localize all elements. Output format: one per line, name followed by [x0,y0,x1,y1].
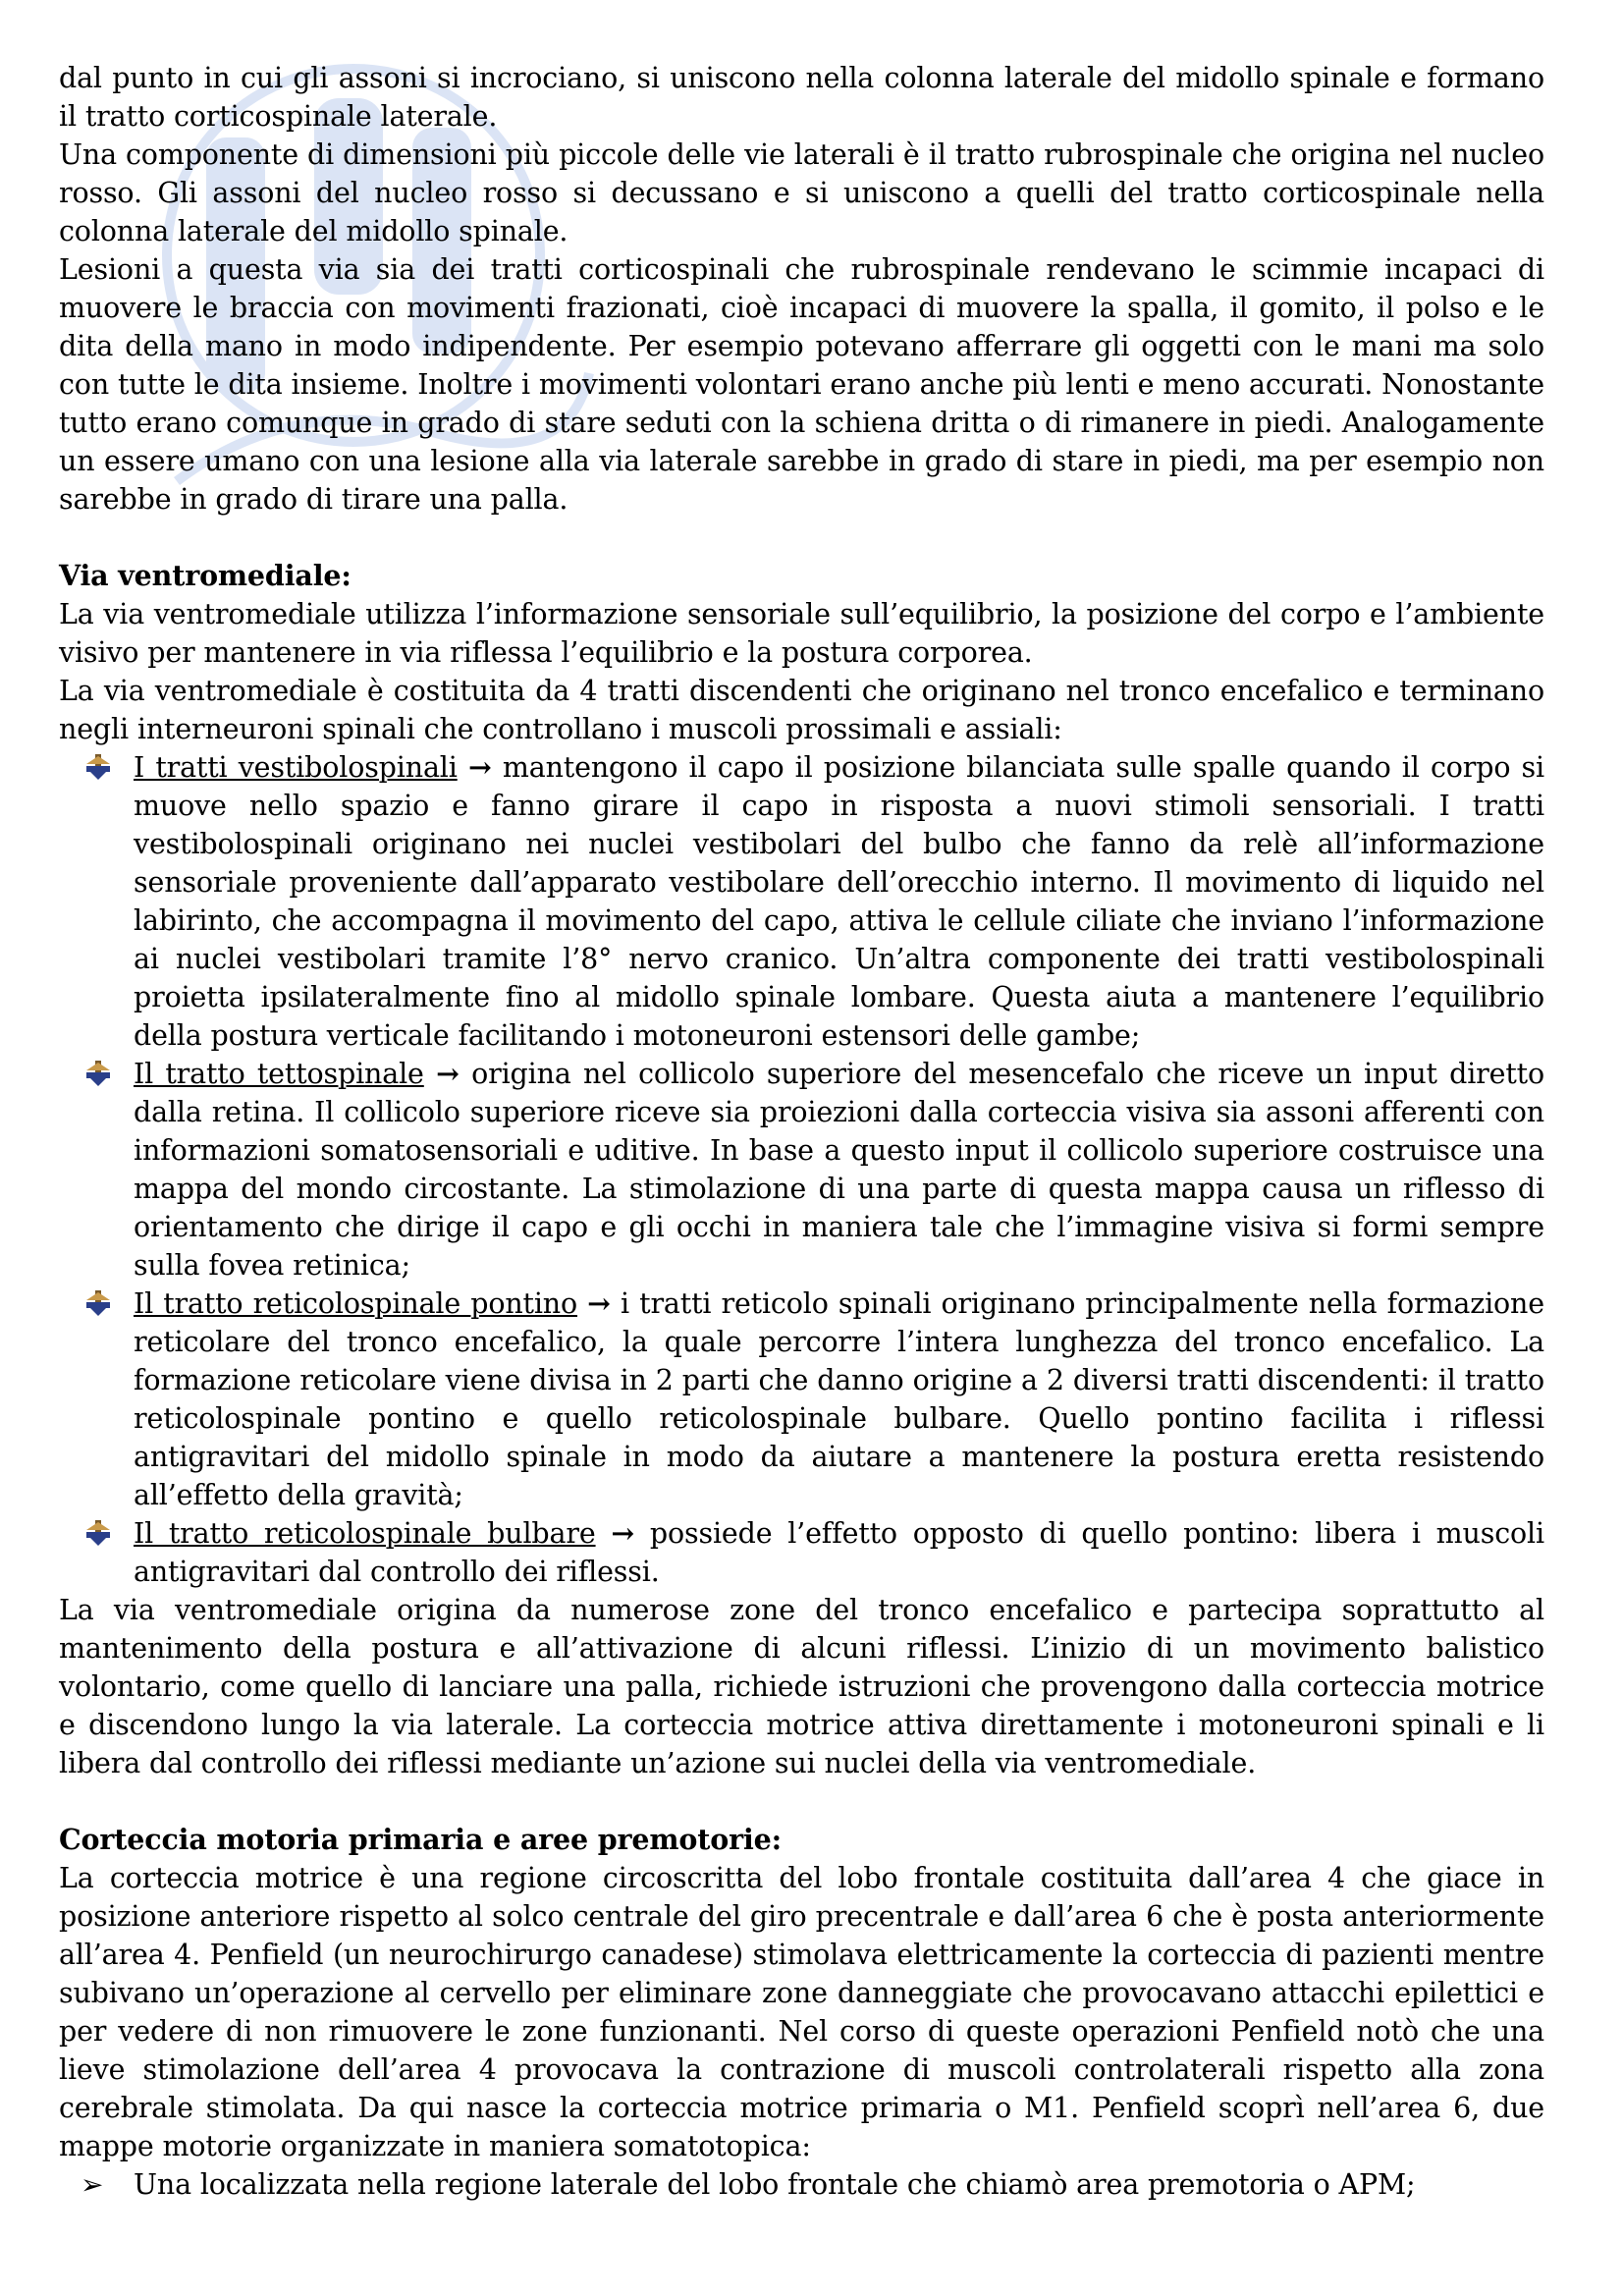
motor-cortex-paragraph: La corteccia motrice è una regione circoscritta del lobo frontale costituita dall’area 4 che giace in posizione anteriore rispetto al solco centrale del giro precentrale e dall’area 6 che è posta anteriormente all’area 4. Penfield (un neurochirurgo canadese) stimolava elettricamente la corteccia di pazienti mentre subivano un’operazione al cervello per eliminare zone danneggiate che provocavano attacchi epilettici e per vedere di non rimuovere le zone funzionanti. Nel corso di queste operazioni Penfield notò che una lieve stimolazione dell’area 4 provocava la contrazione di muscoli controlaterali rispetto alla zona cerebrale stimolata. Da qui nasce la corteccia motrice primaria o M1. Penfield scoprì nell’area 6, due mappe motorie organizzate in maniera somatotopica: [59,1862,1544,2162]
arrow-symbol: → [611,1516,635,1550]
arrow-bullet-icon [84,754,112,780]
tract-term: I tratti vestibolospinali [134,751,458,784]
document-page [59,59,1544,2204]
tract-item-vestibulospinal [59,748,1544,1055]
section-heading-ventromedial: Via ventromediale: [59,559,352,592]
arrowhead-bullet-icon: ➢ [81,2168,104,2201]
tract-description: i tratti reticolo spinali originano principalmente nella formazione reticolare del tronco encefalico, la quale percorre l’intera lunghezza del tronco encefalico. La formazione reticolare viene divisa in 2 parti che danno origine a 2 diversi tratti discendenti: il tratto reticolospinale pontino e quello reticolospinale bulbare. Quello pontino facilita i riflessi antigravitari del midollo spinale in modo da aiutare a mantenere la postura eretta resistendo all’effetto della gravità; [134,1287,1544,1511]
arrow-bullet-icon [84,1520,112,1546]
tract-term: Il tratto tettospinale [134,1058,424,1090]
tract-description: mantengono il capo il posizione bilanciata sulle spalle quando il corpo si muove nello spazio e fanno girare il capo in risposta a nuovi stimoli sensoriali. I tratti vestibolospinali originano nei nuclei vestibolari del bulbo che fanno da relè all’informazione sensoriale proveniente dall’apparato vestibolare dell’orecchio interno. Il movimento di liquido nel labirinto, che accompagna il movimento del capo, attiva le cellule ciliate che inviano l’informazione ai nuclei vestibolari tramite l’8° nervo cranico. Un’altra componente dei tratti vestibolospinali proietta ipsilateralmente fino al midollo spinale lombare. Questa aiuta a mantenere l’equilibrio della postura verticale facilitando i motoneuroni estensori delle gambe; [134,751,1544,1052]
arrow-bullet-icon [84,1290,112,1316]
tract-description: possiede l’effetto opposto di quello pontino: libera i muscoli antigravitari dal controllo dei riflessi. [134,1517,1544,1588]
ventromedial-paragraph-1: La via ventromediale utilizza l’informazione sensoriale sull’equilibrio, la posizione del corpo e l’ambiente visivo per mantenere in via riflessa l’equilibrio e la postura corporea. [59,598,1544,669]
tract-term: Il tratto reticolospinale bulbare [134,1517,596,1550]
arrow-symbol: → [587,1286,611,1320]
motor-map-text: Una localizzata nella regione laterale del lobo frontale che chiamò area premotoria o APM; [134,2168,1416,2201]
tract-item-medullary-reticulospinal [59,1514,1544,1591]
section-heading-motor-cortex: Corteccia motoria primaria e aree premotorie: [59,1823,783,1856]
tract-item-pontine-reticulospinal [59,1285,1544,1514]
tract-list [59,748,1544,1591]
tract-term: Il tratto reticolospinale pontino [134,1287,578,1320]
intro-paragraph-1: dal punto in cui gli assoni si incrociano, si uniscono nella colonna laterale del midollo spinale e formano il tratto corticospinale laterale. [59,62,1544,133]
arrow-bullet-icon [84,1061,112,1086]
ventromedial-paragraph-2: La via ventromediale è costituita da 4 tratti discendenti che originano nel tronco encefalico e terminano negli interneuroni spinali che controllano i muscoli prossimali e assiali: [59,675,1544,745]
ventromedial-closing-paragraph: La via ventromediale origina da numerose zone del tronco encefalico e partecipa soprattutto al mantenimento della postura e all’attivazione di alcuni riflessi. L’inizio di un movimento balistico volontario, come quello di lanciare una palla, richiede istruzioni che provengono dalla corteccia motrice e discendono lungo la via laterale. La corteccia motrice attiva direttamente i motoneuroni spinali e li libera dal controllo dei riflessi mediante un’azione sui nuclei della via ventromediale. [59,1594,1544,1779]
tract-description: origina nel collicolo superiore del mesencefalo che riceve un input diretto dalla retina. Il collicolo superiore riceve sia proiezioni dalla corteccia visiva sia assoni afferenti con informazioni somatosensoriali e uditive. In base a questo input il collicolo superiore costruisce una mappa del mondo circostante. La stimolazione di una parte di questa mappa causa un riflesso di orientamento che dirige il capo e gli occhi in maniera tale che l’immagine visiva si formi sempre sulla fovea retinica; [134,1058,1544,1282]
intro-paragraph-2: Una componente di dimensioni più piccole delle vie laterali è il tratto rubrospinale che origina nel nucleo rosso. Gli assoni del nucleo rosso si decussano e si uniscono a quelli del tratto corticospinale nella colonna laterale del midollo spinale. [59,138,1544,247]
arrow-symbol: → [436,1057,460,1090]
arrow-symbol: → [467,750,492,784]
motor-map-item [59,2165,1544,2204]
intro-paragraph-3: Lesioni a questa via sia dei tratti corticospinali che rubrospinale rendevano le scimmie incapaci di muovere le braccia con movimenti frazionati, cioè incapaci di muovere la spalla, il gomito, il polso e le dita della mano in modo indipendente. Per esempio potevano afferrare gli oggetti con le mani ma solo con tutte le dita insieme. Inoltre i movimenti volontari erano anche più lenti e meno accurati. Nonostante tutto erano comunque in grado di stare seduti con la schiena dritta o di rimanere in piedi. Analogamente un essere umano con una lesione alla via laterale sarebbe in grado di stare in piedi, ma per esempio non sarebbe in grado di tirare una palla. [59,253,1544,516]
motor-map-list [59,2165,1544,2204]
tract-item-tectospinal [59,1055,1544,1285]
